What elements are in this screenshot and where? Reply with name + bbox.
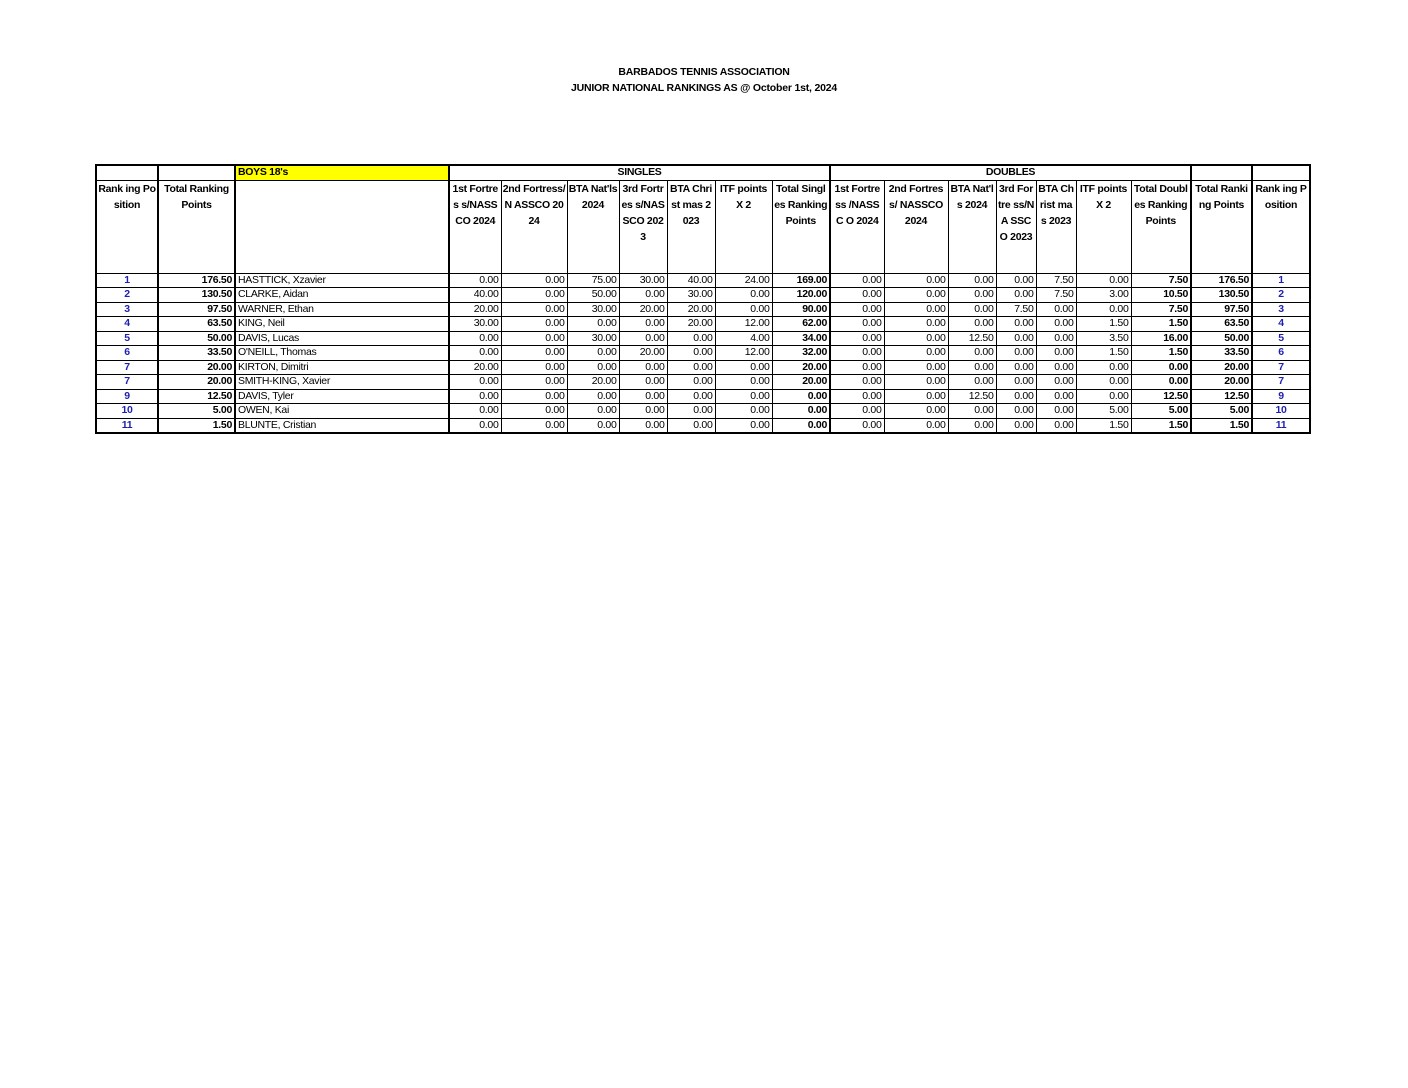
points-cell: 0.00 (1036, 346, 1076, 361)
points-cell: 30.00 (449, 317, 501, 332)
points-cell: 0.00 (567, 346, 619, 361)
column-header: ITF points X 2 (715, 180, 772, 273)
points-cell: 0.00 (619, 360, 667, 375)
points-cell: 0.00 (996, 346, 1036, 361)
rank-position: 1 (96, 273, 158, 288)
points-cell: 0.00 (449, 389, 501, 404)
points-cell: 0.00 (1036, 389, 1076, 404)
points-cell: 0.00 (1036, 418, 1076, 433)
points-cell: 0.00 (996, 389, 1036, 404)
points-cell: 0.00 (884, 273, 948, 288)
player-name: SMITH-KING, Xavier (235, 375, 449, 390)
column-header: Total Ranking Points (158, 180, 235, 273)
total-ranking-points: 12.50 (1191, 389, 1252, 404)
table-row (96, 302, 1310, 317)
points-cell: 0.00 (449, 331, 501, 346)
singles-group-header: SINGLES (449, 165, 830, 180)
points-cell: 0.00 (948, 418, 996, 433)
total-singles-points: 90.00 (772, 302, 830, 317)
points-cell: 0.00 (501, 331, 567, 346)
table-row (96, 360, 1310, 375)
points-cell: 0.00 (619, 404, 667, 419)
page-subtitle: JUNIOR NATIONAL RANKINGS AS @ October 1st, 2024 (570, 82, 838, 94)
points-cell: 0.00 (1076, 389, 1131, 404)
points-cell: 0.00 (567, 389, 619, 404)
points-cell: 0.00 (830, 288, 884, 303)
column-header: 2nd Fortress/ NASSCO 2024 (884, 180, 948, 273)
total-ranking-points: 176.50 (158, 273, 235, 288)
total-ranking-points: 33.50 (158, 346, 235, 361)
rank-position: 7 (1252, 375, 1310, 390)
points-cell: 40.00 (667, 273, 715, 288)
points-cell: 12.50 (948, 331, 996, 346)
column-header: BTA Christ mas 2023 (667, 180, 715, 273)
points-cell: 0.00 (667, 389, 715, 404)
points-cell: 50.00 (567, 288, 619, 303)
points-cell: 0.00 (715, 360, 772, 375)
points-cell: 0.00 (449, 375, 501, 390)
total-ranking-points: 5.00 (158, 404, 235, 419)
table-row (96, 346, 1310, 361)
points-cell: 0.00 (884, 418, 948, 433)
points-cell: 0.00 (1036, 302, 1076, 317)
rank-position: 5 (1252, 331, 1310, 346)
column-header: 3rd Fortres s/NAS SCO 2023 (619, 180, 667, 273)
points-cell: 0.00 (1036, 375, 1076, 390)
rank-position: 7 (96, 375, 158, 390)
points-cell: 0.00 (667, 404, 715, 419)
total-doubles-points: 1.50 (1131, 418, 1191, 433)
points-cell: 0.00 (619, 389, 667, 404)
column-header: 3rd Fortre ss/NA SSCO 2023 (996, 180, 1036, 273)
rank-position: 7 (1252, 360, 1310, 375)
points-cell: 0.00 (1036, 360, 1076, 375)
points-cell: 0.00 (501, 389, 567, 404)
rank-position: 11 (96, 418, 158, 433)
column-header: Total Ranking Points (1191, 180, 1252, 273)
player-name: CLARKE, Aidan (235, 288, 449, 303)
total-doubles-points: 7.50 (1131, 302, 1191, 317)
points-cell: 0.00 (948, 375, 996, 390)
column-header: ITF points X 2 (1076, 180, 1131, 273)
points-cell: 20.00 (449, 302, 501, 317)
points-cell: 3.50 (1076, 331, 1131, 346)
points-cell: 0.00 (830, 360, 884, 375)
points-cell: 0.00 (996, 331, 1036, 346)
rank-position: 5 (96, 331, 158, 346)
points-cell: 0.00 (884, 317, 948, 332)
points-cell: 0.00 (715, 418, 772, 433)
points-cell: 0.00 (830, 302, 884, 317)
points-cell: 0.00 (884, 288, 948, 303)
points-cell: 0.00 (948, 273, 996, 288)
total-singles-points: 20.00 (772, 375, 830, 390)
points-cell: 0.00 (884, 302, 948, 317)
player-name: DAVIS, Tyler (235, 389, 449, 404)
rank-position: 10 (1252, 404, 1310, 419)
player-name: OWEN, Kai (235, 404, 449, 419)
group-header-blank (158, 165, 235, 180)
total-doubles-points: 5.00 (1131, 404, 1191, 419)
points-cell: 0.00 (996, 273, 1036, 288)
points-cell: 0.00 (619, 288, 667, 303)
points-cell: 0.00 (567, 317, 619, 332)
points-cell: 0.00 (884, 375, 948, 390)
points-cell: 0.00 (1076, 302, 1131, 317)
total-ranking-points: 12.50 (158, 389, 235, 404)
points-cell: 0.00 (830, 317, 884, 332)
group-header-blank (96, 165, 158, 180)
points-cell: 0.00 (996, 418, 1036, 433)
points-cell: 0.00 (830, 389, 884, 404)
points-cell: 0.00 (948, 360, 996, 375)
points-cell: 0.00 (501, 288, 567, 303)
column-header: 2nd Fortress/N ASSCO 2024 (501, 180, 567, 273)
points-cell: 0.00 (715, 404, 772, 419)
points-cell: 4.00 (715, 331, 772, 346)
points-cell: 0.00 (884, 404, 948, 419)
column-header-row (96, 180, 1310, 273)
points-cell: 0.00 (1076, 360, 1131, 375)
total-ranking-points: 50.00 (1191, 331, 1252, 346)
points-cell: 0.00 (501, 317, 567, 332)
rank-position: 9 (96, 389, 158, 404)
points-cell: 0.00 (715, 375, 772, 390)
points-cell: 0.00 (996, 404, 1036, 419)
total-ranking-points: 97.50 (158, 302, 235, 317)
points-cell: 0.00 (501, 375, 567, 390)
points-cell: 0.00 (667, 360, 715, 375)
points-cell: 0.00 (884, 331, 948, 346)
player-name: BLUNTE, Cristian (235, 418, 449, 433)
group-header-blank (1191, 165, 1252, 180)
points-cell: 0.00 (1036, 404, 1076, 419)
rank-position: 9 (1252, 389, 1310, 404)
rank-position: 3 (1252, 302, 1310, 317)
column-header: BTA Christ mas 2023 (1036, 180, 1076, 273)
points-cell: 0.00 (501, 273, 567, 288)
points-cell: 1.50 (1076, 418, 1131, 433)
table-row (96, 288, 1310, 303)
column-header: 1st Fortres s/NASS CO 2024 (449, 180, 501, 273)
total-ranking-points: 63.50 (158, 317, 235, 332)
points-cell: 24.00 (715, 273, 772, 288)
total-doubles-points: 1.50 (1131, 317, 1191, 332)
points-cell: 0.00 (449, 273, 501, 288)
points-cell: 20.00 (619, 302, 667, 317)
total-singles-points: 0.00 (772, 389, 830, 404)
points-cell: 0.00 (449, 346, 501, 361)
points-cell: 0.00 (830, 346, 884, 361)
points-cell: 0.00 (948, 317, 996, 332)
points-cell: 12.00 (715, 346, 772, 361)
group-header-row (96, 165, 1310, 180)
points-cell: 0.00 (619, 331, 667, 346)
points-cell: 0.00 (996, 360, 1036, 375)
points-cell: 0.00 (884, 360, 948, 375)
points-cell: 0.00 (1036, 317, 1076, 332)
total-singles-points: 20.00 (772, 360, 830, 375)
table-row (96, 273, 1310, 288)
points-cell: 0.00 (501, 418, 567, 433)
points-cell: 0.00 (996, 375, 1036, 390)
total-ranking-points: 130.50 (1191, 288, 1252, 303)
column-header: Total Doubles Ranking Points (1131, 180, 1191, 273)
column-header: BTA Nat'ls 2024 (948, 180, 996, 273)
total-singles-points: 32.00 (772, 346, 830, 361)
rank-position: 1 (1252, 273, 1310, 288)
page-title: BARBADOS TENNIS ASSOCIATION (618, 66, 790, 78)
points-cell: 0.00 (567, 360, 619, 375)
rankings-table (95, 164, 1311, 434)
points-cell: 0.00 (501, 346, 567, 361)
points-cell: 0.00 (667, 418, 715, 433)
points-cell: 0.00 (1076, 375, 1131, 390)
total-ranking-points: 20.00 (1191, 360, 1252, 375)
table-row (96, 404, 1310, 419)
total-ranking-points: 20.00 (1191, 375, 1252, 390)
table-row (96, 389, 1310, 404)
points-cell: 7.50 (1036, 273, 1076, 288)
points-cell: 0.00 (1076, 273, 1131, 288)
category-label: BOYS 18's (235, 165, 449, 180)
total-singles-points: 0.00 (772, 418, 830, 433)
player-name: O'NEILL, Thomas (235, 346, 449, 361)
points-cell: 0.00 (830, 331, 884, 346)
table-row (96, 418, 1310, 433)
rank-position: 7 (96, 360, 158, 375)
points-cell: 0.00 (996, 288, 1036, 303)
rank-position: 11 (1252, 418, 1310, 433)
rank-position: 10 (96, 404, 158, 419)
column-header: Rank ing Position (1252, 180, 1310, 273)
points-cell: 0.00 (948, 346, 996, 361)
points-cell: 0.00 (948, 302, 996, 317)
total-ranking-points: 20.00 (158, 360, 235, 375)
player-name: KING, Neil (235, 317, 449, 332)
points-cell: 0.00 (715, 302, 772, 317)
total-singles-points: 120.00 (772, 288, 830, 303)
points-cell: 30.00 (667, 288, 715, 303)
points-cell: 0.00 (830, 273, 884, 288)
points-cell: 0.00 (884, 346, 948, 361)
total-ranking-points: 63.50 (1191, 317, 1252, 332)
points-cell: 7.50 (996, 302, 1036, 317)
table-row (96, 331, 1310, 346)
column-header: Total Singles Ranking Points (772, 180, 830, 273)
total-singles-points: 169.00 (772, 273, 830, 288)
total-ranking-points: 176.50 (1191, 273, 1252, 288)
points-cell: 0.00 (449, 404, 501, 419)
points-cell: 0.00 (948, 404, 996, 419)
rank-position: 6 (1252, 346, 1310, 361)
column-header: 1st Fortress /NASSC O 2024 (830, 180, 884, 273)
points-cell: 0.00 (715, 288, 772, 303)
points-cell: 1.50 (1076, 317, 1131, 332)
points-cell: 1.50 (1076, 346, 1131, 361)
points-cell: 20.00 (567, 375, 619, 390)
total-doubles-points: 0.00 (1131, 375, 1191, 390)
table-row (96, 375, 1310, 390)
total-singles-points: 0.00 (772, 404, 830, 419)
rank-position: 4 (96, 317, 158, 332)
points-cell: 0.00 (501, 404, 567, 419)
rank-position: 3 (96, 302, 158, 317)
total-ranking-points: 20.00 (158, 375, 235, 390)
points-cell: 12.00 (715, 317, 772, 332)
points-cell: 7.50 (1036, 288, 1076, 303)
rank-position: 2 (1252, 288, 1310, 303)
player-name: HASTTICK, Xzavier (235, 273, 449, 288)
total-ranking-points: 130.50 (158, 288, 235, 303)
total-ranking-points: 97.50 (1191, 302, 1252, 317)
total-singles-points: 62.00 (772, 317, 830, 332)
points-cell: 0.00 (830, 418, 884, 433)
total-doubles-points: 0.00 (1131, 360, 1191, 375)
points-cell: 0.00 (567, 404, 619, 419)
total-doubles-points: 16.00 (1131, 331, 1191, 346)
player-name: DAVIS, Lucas (235, 331, 449, 346)
points-cell: 20.00 (667, 302, 715, 317)
points-cell: 0.00 (501, 302, 567, 317)
points-cell: 0.00 (667, 346, 715, 361)
total-singles-points: 34.00 (772, 331, 830, 346)
points-cell: 0.00 (715, 389, 772, 404)
total-doubles-points: 12.50 (1131, 389, 1191, 404)
points-cell: 5.00 (1076, 404, 1131, 419)
points-cell: 30.00 (567, 302, 619, 317)
column-header: Rank ing Position (96, 180, 158, 273)
total-ranking-points: 1.50 (1191, 418, 1252, 433)
total-ranking-points: 5.00 (1191, 404, 1252, 419)
column-header: BTA Nat'ls 2024 (567, 180, 619, 273)
total-doubles-points: 10.50 (1131, 288, 1191, 303)
points-cell: 3.00 (1076, 288, 1131, 303)
points-cell: 0.00 (619, 418, 667, 433)
doubles-group-header: DOUBLES (830, 165, 1191, 180)
points-cell: 0.00 (1036, 331, 1076, 346)
points-cell: 75.00 (567, 273, 619, 288)
total-doubles-points: 7.50 (1131, 273, 1191, 288)
points-cell: 20.00 (619, 346, 667, 361)
rank-position: 6 (96, 346, 158, 361)
points-cell: 0.00 (948, 288, 996, 303)
points-cell: 30.00 (619, 273, 667, 288)
points-cell: 0.00 (830, 375, 884, 390)
total-ranking-points: 1.50 (158, 418, 235, 433)
rank-position: 4 (1252, 317, 1310, 332)
points-cell: 0.00 (830, 404, 884, 419)
points-cell: 12.50 (948, 389, 996, 404)
points-cell: 30.00 (567, 331, 619, 346)
points-cell: 0.00 (996, 317, 1036, 332)
points-cell: 0.00 (567, 418, 619, 433)
total-doubles-points: 1.50 (1131, 346, 1191, 361)
points-cell: 0.00 (884, 389, 948, 404)
points-cell: 0.00 (667, 331, 715, 346)
points-cell: 0.00 (619, 375, 667, 390)
table-row (96, 317, 1310, 332)
column-header (235, 180, 449, 273)
points-cell: 20.00 (449, 360, 501, 375)
rank-position: 2 (96, 288, 158, 303)
points-cell: 0.00 (501, 360, 567, 375)
player-name: KIRTON, Dimitri (235, 360, 449, 375)
points-cell: 0.00 (667, 375, 715, 390)
total-ranking-points: 33.50 (1191, 346, 1252, 361)
points-cell: 0.00 (619, 317, 667, 332)
points-cell: 40.00 (449, 288, 501, 303)
player-name: WARNER, Ethan (235, 302, 449, 317)
points-cell: 0.00 (449, 418, 501, 433)
total-ranking-points: 50.00 (158, 331, 235, 346)
points-cell: 20.00 (667, 317, 715, 332)
group-header-blank (1252, 165, 1310, 180)
